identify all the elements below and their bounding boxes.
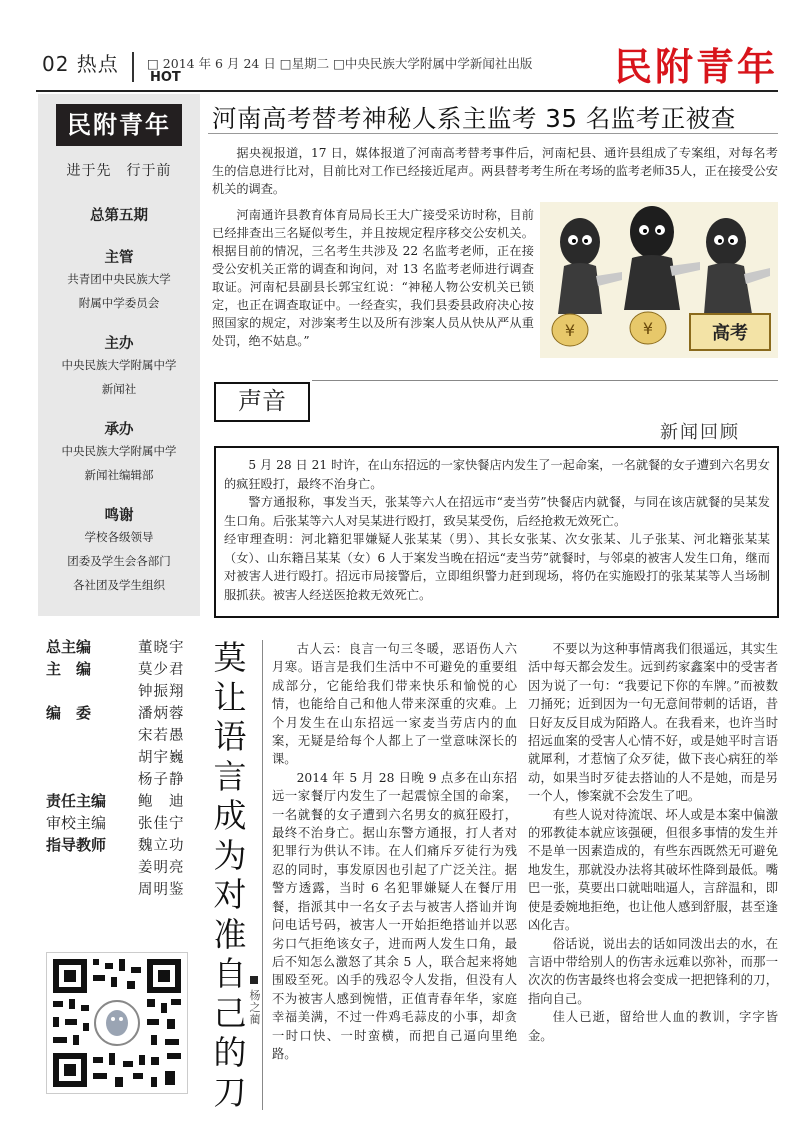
staff-name: 董晓宇 [138,640,185,656]
issue-meta: □ 2014 年 6 月 24 日 □星期二 □中央民族大学附属中学新闻社出版 [147,56,533,71]
header-rule [36,90,778,92]
staff-name: 张佳宁 [138,816,185,832]
staff-role: 总主编 [46,638,92,656]
sponsor-line: 共青团中央民族大学 [67,272,171,286]
section-rule [312,380,778,381]
staff-name: 鲍 迪 [138,794,185,810]
exam-sign-text: 高考 [712,323,748,344]
organizer-title: 承办 [104,422,134,438]
voice-section-title: 声音 [238,387,286,415]
news-review-title: 新闻回顾 [660,422,740,443]
masked-examiners-illustration [540,202,778,358]
staff-role: 审校主编 [46,814,107,832]
staff-name: 潘炳蓉 [138,706,185,722]
news-paragraph: 经审理查明：河北籍犯罪嫌疑人张某某（男）、其长女张某、次女张某、儿子张某、河北籍张某某（女）、山东籍吕某某（女）6 人于案发当晚在招远“麦当劳”就餐时，与邻桌的被害人发生口角，继而对被害人进行殴打。招远市局接警后，立即组织警力赶到现场，将仍在实施殴打的张某某等人当场制服抓获。被害人经送医抢救无效死亡。 [224,532,770,602]
organizer-line: 新闻社编辑部 [84,468,154,482]
sidebar-logo: 民附青年 [56,104,182,146]
essay-paragraph: 佳人已逝，留给世人血的教训，字字皆金。 [528,1010,778,1043]
section-en-label: HOT [150,70,181,85]
staff-role: 责任主编 [46,792,107,810]
news-paragraph: 警方通报称，事发当天，张某等六人在招远市“麦当劳”快餐店内就餐，与同在该店就餐的吴某发生口角。后张某等六人对吴某进行殴打，致吴某受伤，后经抢救无效死亡。 [224,495,770,528]
essay-paragraph: 古人云：良言一句三冬暖，恶语伤人六月寒。语言是我们生活中不可避免的重要组成部分，它能给我们带来快乐和愉悦的心情，也能给自己和他人带来深重的灾难。上个月发生在山东招远一家麦当劳店内的血案，无疑是给每个人都上了一堂意味深长的课。 [272,642,517,767]
money-symbol: ¥ [564,321,576,340]
news-review-body [224,456,770,604]
staff-name: 宋若愚 [138,728,185,744]
staff-name: 胡宇巍 [138,750,185,766]
sponsor-line: 附属中学委员会 [78,296,160,310]
essay-paragraph: 有些人说对待流氓、坏人或是本案中偏激的邪教徒本就应该强硬，但很多事情的发生并不是单一因素造成的，有些东西既然无可避免地发生，那就没办法将其破坏性降到最低。嘴巴一张，莫要出口就咄咄逼人，言辞温和，即使是委婉地拒绝，也让他人感到舒服，甚至逢凶化吉。 [528,807,778,933]
page-section-label: 02 热点 [42,52,119,76]
essay-column-2 [528,640,778,1045]
staff-name: 杨子静 [138,772,185,788]
host-title: 主办 [104,336,134,352]
thanks-line: 学校各级领导 [84,530,154,544]
host-line: 中央民族大学附属中学 [61,358,177,372]
headline: 河南高考替考神秘人系主监考 35 名监考正被查 [212,104,736,133]
lead-paragraph: 据央视报道，17 日，媒体报道了河南高考替考事件后，河南杞县、通许县组成了专案组，对每名考生的信息进行比对，目前比对工作已经接近尾声。两县替考考生所在考场的监考老师35人，正在接受公安机关的调查。 [212,146,778,196]
column-rule [262,640,263,1110]
staff-name: 钟振翔 [138,684,185,700]
essay-column-1 [272,640,517,1063]
essay-author: 杨之蔺 [249,989,261,1026]
staff-name: 周明鉴 [138,882,185,898]
essay-paragraph: 俗话说，说出去的话如同泼出去的水，在言语中带给别人的伤害永远难以弥补，而那一次次的伤害最终也将会变成一把把锋利的刀，指向自己。 [528,936,778,1006]
news-paragraph: 5 月 28 日 21 时许，在山东招远的一家快餐店内发生了一起命案，一名就餐的女子遭到六名男女的疯狂殴打，最终不治身亡。 [224,458,770,491]
staff-name: 姜明亮 [138,860,185,876]
header-separator [132,52,134,82]
staff-role: 主 编 [46,660,92,678]
money-symbol: ¥ [642,319,654,338]
essay-title: 莫让语言成为对准自己的刀 [213,638,247,1112]
sponsor-title: 主管 [104,250,134,266]
thanks-line: 各社团及学生组织 [73,578,165,592]
staff-name: 魏立功 [138,838,185,854]
staff-role: 指导教师 [46,836,107,854]
issue-number: 总第五期 [90,208,148,224]
staff-role: 编 委 [46,704,92,722]
thanks-line: 团委及学生会各部门 [67,554,171,568]
thanks-title: 鸣谢 [104,508,134,524]
essay-paragraph: 不要以为这种事情离我们很遥远，其实生活中每天都会发生。远到药家鑫案中的受害者因为说了一句：“我要记下你的车牌。”而被数刀捅死；近到因为一句无意间带刺的话语，昔日好友反目成为陌路人。在我看来，也许当时招远血案的受害人心情不好，或是她平时言语就犀利，才惹恼了众歹徒，做下丧心病狂的举动，如果当时歹徒去搭讪的人不是她，而是另一个人，惨案就不会发生了吧。 [528,642,778,804]
staff-name: 莫少君 [138,662,185,678]
organizer-line: 中央民族大学附属中学 [61,444,177,458]
motto: 进于先 行于前 [66,163,172,179]
host-line: 新闻社 [101,382,137,396]
qr-code-icon [46,952,188,1094]
byline-marker [250,976,258,984]
brand-logo: 民附青年 [613,44,778,89]
article-paragraph: 河南通许县教育体育局局长王大广接受采访时称，目前已经排查出三名疑似考生，并且按规定程序移交公安机关。根据目前的情况，三名考生共涉及 22 名监考老师，正在接受公安机关正常的调查和询问，对 13 名监考老师进行调查取证。河南杞县副县长郭宝红说：“神秘人物公安机关已锁定，也正在调查取证中。一经查实，我们县委县政府决心按照国家的规定，对涉案考生以及所有涉案人员从快从严从重处罚，绝不姑息。” [212,208,534,348]
essay-paragraph: 2014 年 5 月 28 日晚 9 点多在山东招远一家餐厅内发生了一起震惊全国的命案，一名就餐的女子遭到六名男女的疯狂殴打，最终不治身亡。据山东警方通报，打人者对犯罪行为供认不讳。在人们痛斥歹徒行为残忍的同时，事发原因也引起了广泛关注。据警方透露，当时 6 名犯罪嫌疑人在餐厅用餐，指派其中一名女子去与被害人搭讪并询问电话号码，被害人一开始拒绝搭讪并以恶劣口气拒绝该女子，进而两人发生口角，最后不知怎么激怒了其余 5 人，联合起来将她围殴至死。凶手的残忍令人发指，但没有人不为被害人感到惋惜，正值青春年华，家庭幸福美满，不过一件鸡毛蒜皮的小事，却贪一时口快、一时蛮横，而把自己逼向里绝路。 [272,770,517,1061]
